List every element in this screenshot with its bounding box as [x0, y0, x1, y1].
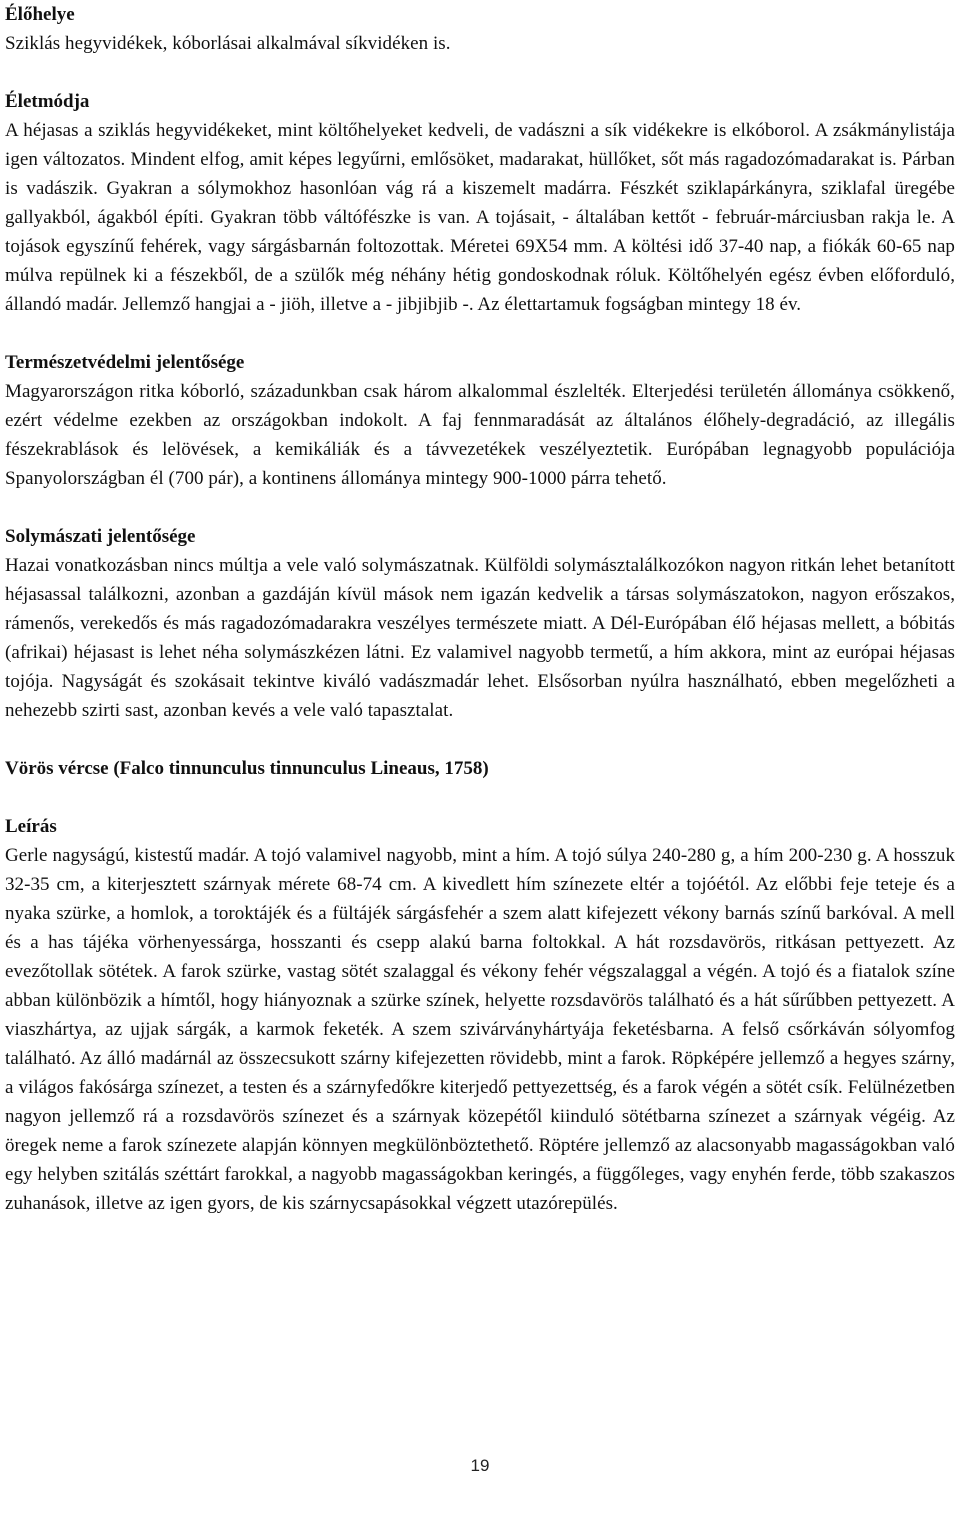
- species-title: Vörös vércse (Falco tinnunculus tinnunculus Lineaus, 1758): [5, 758, 489, 779]
- section-heading-habitat: Élőhelye: [5, 4, 75, 25]
- spacer: [5, 493, 955, 522]
- section-body-conservation: Magyarországon ritka kóborló, századunkban csak három alkalommal észlelték. Elterjedési területén állománya csökkenő, ezért védelme ezekben az országokban indokolt. A faj fennmaradását az általános élőhely-degradáció, az illegális fészekrablások és lelövések, a kemikáliák és a távvezetékek veszélyeztetik. Európában legnagyobb populációja Spanyolországban él (700 pár), a kontinens állománya mintegy 900-1000 párra tehető.: [5, 381, 955, 489]
- section-lifestyle: [5, 87, 955, 319]
- document-page: [5, 0, 955, 1218]
- section-body-habitat: Sziklás hegyvidékek, kóborlásai alkalmával síkvidéken is.: [5, 33, 451, 54]
- section-conservation: [5, 348, 955, 493]
- spacer: [5, 725, 955, 754]
- section-habitat: [5, 0, 955, 58]
- section-heading-conservation: Természetvédelmi jelentősége: [5, 352, 245, 373]
- section-body-description: Gerle nagyságú, kistestű madár. A tojó valamivel nagyobb, mint a hím. A tojó súlya 240-280 g, a hím 200-230 g. A hosszuk 32-35 cm, a kiterjesztett szárnyak mérete 68-74 cm. A kivedlett hím színezete eltér a tojóétól. Az előbbi feje teteje és a nyaka szürke, a homlok, a toroktájék és a fültájék sárgásfehér a szem alatt kifejezett vékony barnás színű barkóval. A mell és a has tájéka vörhenyessárga, hosszanti és csepp alakú barna foltokkal. A hát rozsdavörös, ritkásan pettyezett. Az evezőtollak sötétek. A farok szürke, vastag sötét szalaggal és vékony fehér végszalaggal a végén. A tojó és a fiatalok színe abban különbözik a hímtől, hogy hiányoznak a szürke színek, helyette rozsdavörös található és a hát sűrűbben pettyezett. A viaszhártya, az ujjak sárgák, a karmok feketék. A szem szivárványhártyája feketésbarna. A felső csőrkáván sólyomfog található. Az álló madárnál az összecsukott szárny kifejezetten rövidebb, mint a farok. Röpképére jellemző a hegyes szárny, a világos fakósárga színezet, a testen és a szárnyfedőkre kiterjedő pettyezettség, és a farok végén a sötét csík. Felülnézetben nagyon jellemző rá a rozsdavörös színezet és a szárnyak közepétől kiinduló sötétbarna színezet a szárnyak végéig. Az öregek neme a farok színezete alapján könnyen megkülönböztethető. Röptére jellemző az alacsonyabb magasságokban való egy helyben szitálás széttárt farokkal, a nagyobb magasságokban keringés, a függőleges, vagy enyhén ferde, több szakaszos zuhanások, illetve az igen gyors, de kis szárnycsapásokkal végzett utazórepülés.: [5, 845, 955, 1214]
- section-heading-lifestyle: Életmódja: [5, 91, 90, 112]
- spacer: [5, 58, 955, 87]
- section-heading-falconry: Solymászati jelentősége: [5, 526, 196, 547]
- section-heading-description: Leírás: [5, 816, 57, 837]
- spacer: [5, 319, 955, 348]
- section-description: [5, 812, 955, 1218]
- section-body-falconry: Hazai vonatkozásban nincs múltja a vele való solymászatnak. Külföldi solymásztalálkozókon nagyon ritkán lehet betanított héjasassal találkozni, azonban a gazdáján kívül mások nem igazán kedvelik a társas solymászatokon, nagyon erőszakos, rámenős, verekedős és más ragadozómadarakra veszélyes természete miatt. A Dél-Európában élő héjasas mellett, a bóbitás (afrikai) héjasast is lehet néha solymászkézen látni. Ez valamivel nagyobb termetű, a hím akkora, mint az európai héjasas tojója. Nagyságát és szokásait tekintve kiváló vadászmadár lehet. Elsősorban nyúlra használható, ebben megelőzheti a nehezebb szirti sast, azonban kevés a vele való tapasztalat.: [5, 555, 955, 721]
- section-body-lifestyle: A héjasas a sziklás hegyvidékeket, mint költőhelyeket kedveli, de vadászni a sík vidékekre is elkóborol. A zsákmánylistája igen változatos. Mindent elfog, amit képes legyűrni, emlősöket, madarakat, hüllőket, sőt más ragadozómadarakat is. Párban is vadászik. Gyakran a sólymokhoz hasonlóan vág rá a kiszemelt madárra. Fészkét sziklapárkányra, sziklafal üregébe gallyakból, ágakból építi. Gyakran több váltófészke is van. A tojásait, - általában kettőt - február-márciusban rakja le. A tojások egyszínű fehérek, vagy sárgásbarnán foltozottak. Méretei 69X54 mm. A költési idő 37-40 nap, a fiókák 60-65 nap múlva repülnek ki a fészekből, de a szülők még néhány hétig gondoskodnak róluk. Költőhelyén egész évben előforduló, állandó madár. Jellemző hangjai a - jiöh, illetve a - jibjibjib -. Az élettartamuk fogságban mintegy 18 év.: [5, 120, 955, 315]
- page-number: 19: [470, 1456, 490, 1475]
- spacer: [5, 783, 955, 812]
- section-falconry: [5, 522, 955, 725]
